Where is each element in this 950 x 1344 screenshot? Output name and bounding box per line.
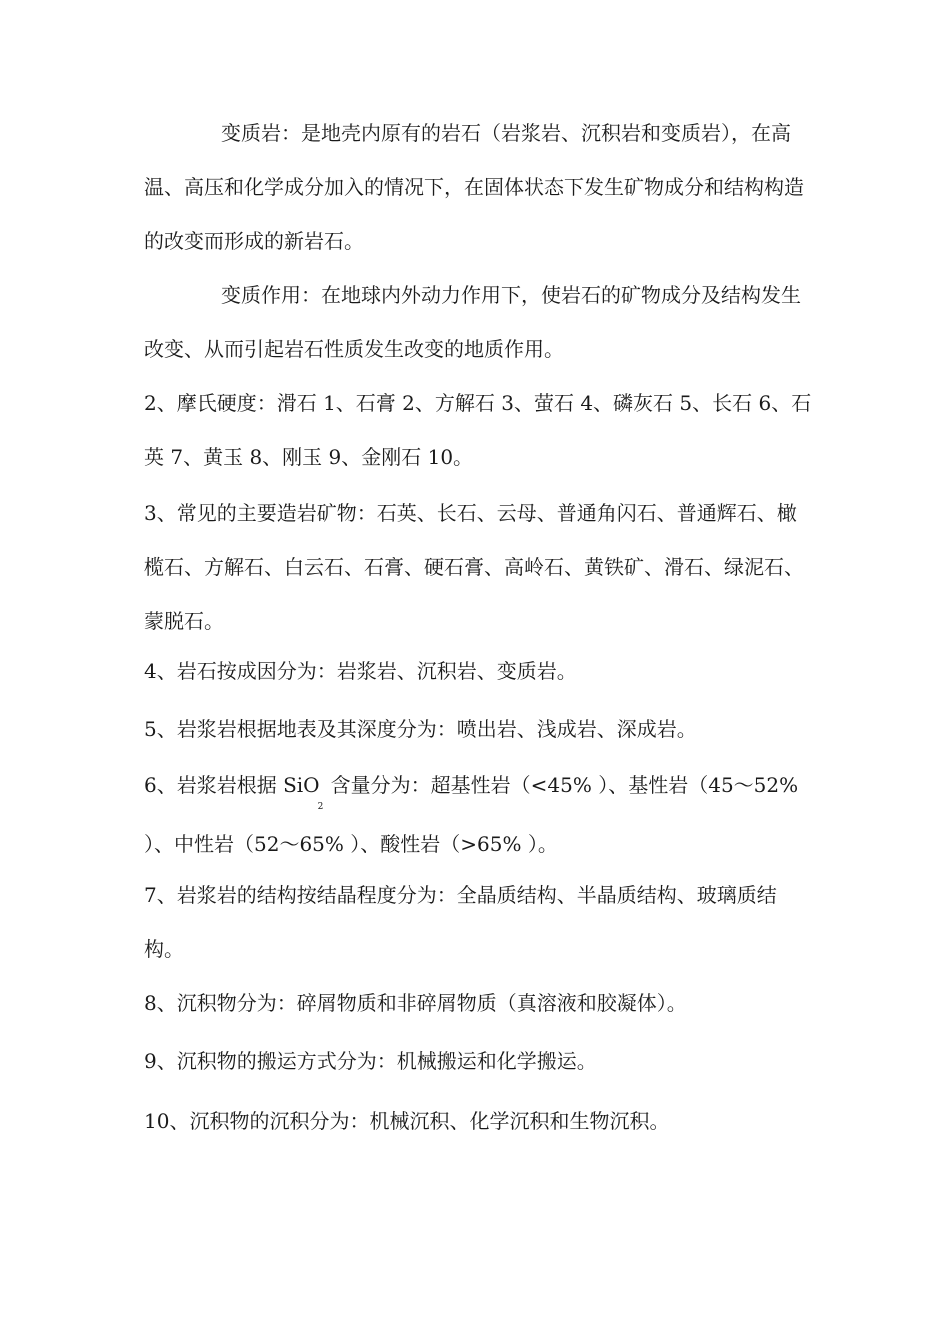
paragraph-sediment-deposition: 10、沉积物的沉积分为：机械沉积、化学沉积和生物沉积。	[144, 1109, 670, 1133]
paragraph-rock-forming-minerals: 3、常见的主要造岩矿物：石英、长石、云母、普通角闪石、普通辉石、橄榄石、方解石、白云石、石膏、硬石膏、高岭石、黄铁矿、滑石、绿泥石、蒙脱石。	[144, 501, 804, 633]
paragraph-sio2-content	[144, 758, 812, 871]
paragraph-sediment-types: 8、沉积物分为：碎屑物质和非碎屑物质（真溶液和胶凝体）。	[144, 991, 687, 1015]
paragraph-metamorphism: 变质作用：在地球内外动力作用下，使岩石的矿物成分及结构发生改变、从而引起岩石性质发生改变的地质作用。	[144, 283, 801, 361]
paragraph-metamorphic-rock: 变质岩：是地壳内原有的岩石（岩浆岩、沉积岩和变质岩），在高温、高压和化学成分加入的情况下，在固体状态下发生矿物成分和结构构造的改变而形成的新岩石。	[144, 121, 804, 253]
paragraph-sediment-transport: 9、沉积物的搬运方式分为：机械搬运和化学搬运。	[144, 1049, 597, 1073]
paragraph-mohs-hardness: 2、摩氏硬度：滑石 1、石膏 2、方解石 3、萤石 4、磷灰石 5、长石 6、石英 7、黄玉 8、刚玉 9、金刚石 10。	[144, 391, 812, 469]
sio2-text-end: 含量分为：超基性岩（<45% ）、基性岩（45～52% ）、中性岩（52～65% ）、酸性岩（>65% ）。	[144, 773, 799, 856]
sio2-subscript: 2	[317, 802, 324, 812]
sio2-text-start: 6、岩浆岩根据 SiO	[144, 773, 320, 797]
paragraph-magmatic-depth: 5、岩浆岩根据地表及其深度分为：喷出岩、浅成岩、深成岩。	[144, 717, 697, 741]
paragraph-crystallinity: 7、岩浆岩的结构按结晶程度分为：全晶质结构、半晶质结构、玻璃质结构。	[144, 883, 777, 961]
paragraph-rock-origin: 4、岩石按成因分为：岩浆岩、沉积岩、变质岩。	[144, 659, 577, 683]
